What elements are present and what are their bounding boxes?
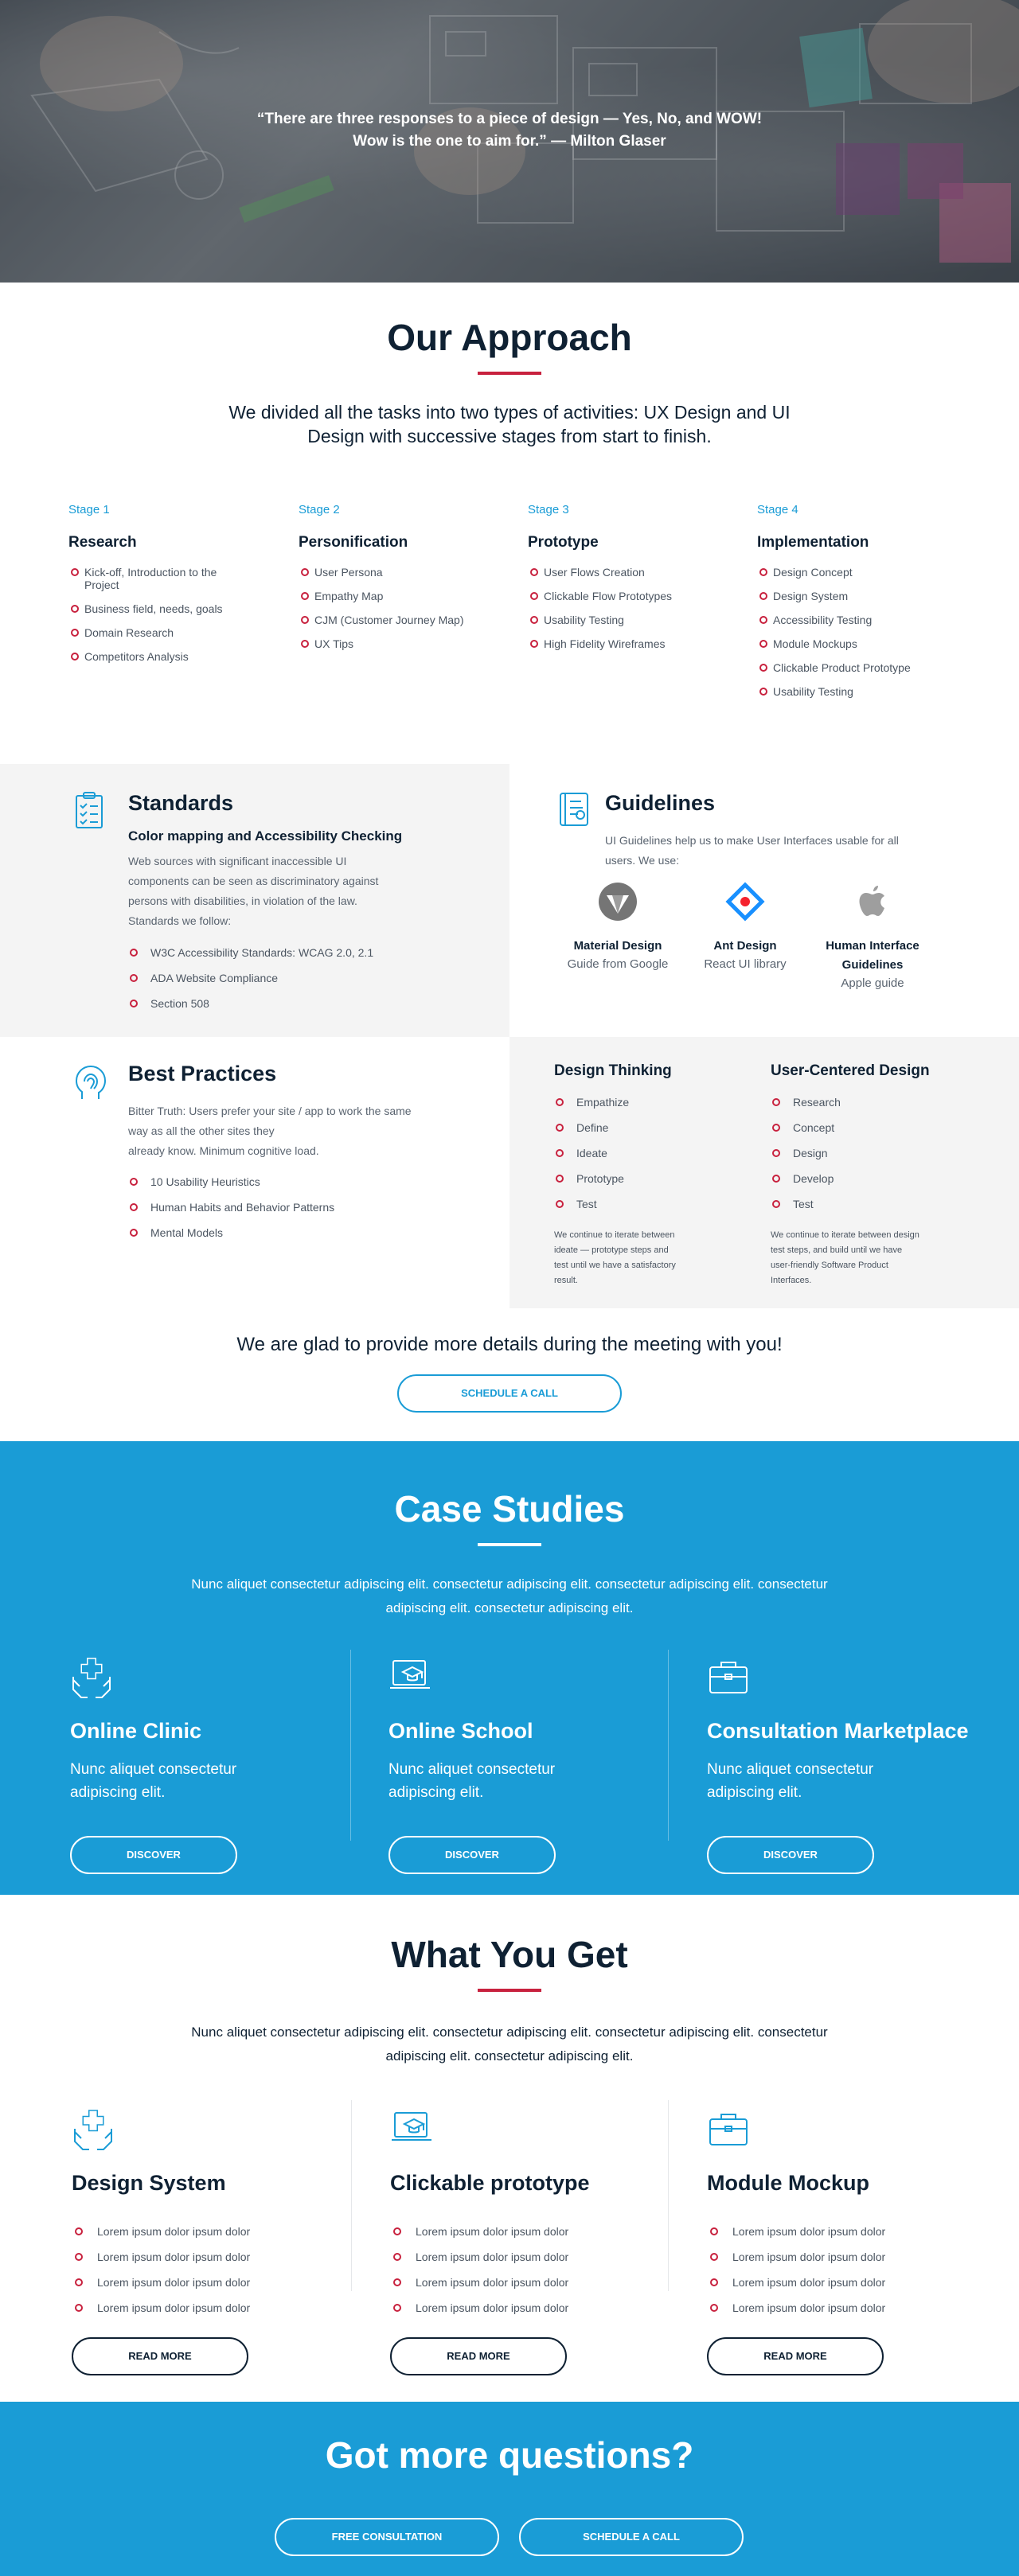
material-logo-icon [598, 882, 638, 922]
guidelines-paragraph: UI Guidelines help us to make User Interfaces usable for all users. We use: [605, 834, 899, 867]
guidelines-panel [510, 764, 1019, 1037]
list-item: ADA Website Compliance [128, 971, 373, 985]
discover-button[interactable]: DISCOVER [388, 1836, 556, 1874]
case-description: Nunc aliquet consectetur adipiscing elit. [707, 1761, 874, 1801]
stage-personification [299, 503, 513, 661]
case-online-school [388, 1656, 651, 1874]
deliverable-title: Clickable prototype [390, 2171, 590, 2195]
deliverable-clickable-prototype [390, 2108, 653, 2375]
list-item: UX Tips [299, 637, 513, 650]
case-title: Consultation Marketplace [707, 1719, 969, 1743]
hero-quote [0, 108, 1019, 153]
case-studies-description: Nunc aliquet consectetur adipiscing elit. consectetur adipiscing elit. consectetur adipiscing elit. consectetur adipiscing elit. consectetur adipiscing elit. [191, 1576, 828, 1615]
deliverable-module-mockup [707, 2108, 970, 2375]
design-thinking-note: We continue to iterate between ideate — prototype steps and test until we have a satisfactory result. [554, 1230, 676, 1285]
deliverable-title: Module Mockup [707, 2171, 869, 2195]
divider [350, 1650, 351, 1841]
read-more-button[interactable]: READ MORE [707, 2337, 884, 2375]
deliverable-design-system [72, 2108, 334, 2375]
standards-title: Standards [128, 791, 234, 815]
apple-logo-icon [853, 882, 892, 922]
deliverable-list [390, 2224, 653, 2315]
approach-lead-line-2: Design with successive stages from start to finish. [307, 426, 712, 446]
list-item: Prototype [554, 1171, 629, 1186]
case-online-clinic [70, 1656, 333, 1874]
divider [668, 1650, 669, 1841]
tool-ant-design: Ant Design React UI library [681, 882, 809, 992]
stage-list [299, 566, 513, 650]
standards-panel [0, 764, 510, 1037]
case-studies-section [0, 1441, 1019, 1895]
questions-title: Got more questions? [325, 2434, 694, 2476]
discover-button[interactable]: DISCOVER [707, 1836, 874, 1874]
list-item: Lorem ipsum dolor ipsum dolor [707, 2250, 970, 2264]
list-item: Lorem ipsum dolor ipsum dolor [390, 2224, 653, 2239]
deliverable-list [72, 2224, 334, 2315]
list-item: W3C Accessibility Standards: WCAG 2.0, 2.1 [128, 945, 373, 960]
guidelines-tools [554, 882, 936, 992]
case-studies-underline [478, 1543, 541, 1546]
list-item: Lorem ipsum dolor ipsum dolor [707, 2301, 970, 2315]
list-item: Test [554, 1197, 629, 1211]
approach-lead [191, 400, 828, 448]
approach-title: Our Approach [387, 317, 632, 358]
divider [668, 2100, 669, 2291]
case-studies-title: Case Studies [394, 1488, 625, 1530]
stage-number: Stage 4 [757, 503, 798, 516]
standards-list [128, 945, 373, 1022]
list-item: User Flows Creation [528, 566, 743, 579]
list-item: Lorem ipsum dolor ipsum dolor [390, 2275, 653, 2290]
medical-hands-icon [72, 2108, 115, 2151]
approach-section [0, 283, 1019, 764]
best-practices-list [128, 1175, 334, 1251]
stage-prototype [528, 503, 743, 661]
deliverable-title: Design System [72, 2171, 226, 2195]
tool-human-interface: Human Interface Guidelines Apple guide [809, 882, 936, 992]
list-item: Lorem ipsum dolor ipsum dolor [707, 2275, 970, 2290]
approach-underline [478, 372, 541, 375]
list-item: Mental Models [128, 1226, 334, 1240]
stage-title: Prototype [528, 534, 599, 551]
stage-title: Research [68, 534, 137, 551]
free-consultation-button[interactable]: FREE CONSULTATION [275, 2518, 499, 2556]
graduation-laptop-icon [388, 1656, 431, 1699]
ucd-list [771, 1095, 841, 1222]
list-item: Domain Research [68, 626, 283, 639]
approach-lead-line-1: We divided all the tasks into two types of activities: UX Design and UI [228, 402, 791, 423]
stage-list [68, 566, 283, 663]
stage-number: Stage 3 [528, 503, 569, 516]
discover-button[interactable]: DISCOVER [70, 1836, 237, 1874]
briefcase-icon [707, 2108, 750, 2151]
list-item: Section 508 [128, 996, 373, 1011]
stage-number: Stage 2 [299, 503, 340, 516]
list-item: High Fidelity Wireframes [528, 637, 743, 650]
list-item: Usability Testing [528, 614, 743, 626]
list-item: Design Concept [757, 566, 972, 579]
list-item: Usability Testing [757, 685, 972, 698]
ant-logo-icon [725, 882, 765, 922]
list-item: Clickable Flow Prototypes [528, 590, 743, 602]
hero-quote-line-1: “There are three responses to a piece of design — Yes, No, and WOW! [256, 111, 763, 127]
hero-quote-line-2: Wow is the one to aim for.” — Milton Glaser [353, 133, 666, 150]
stage-number: Stage 1 [68, 503, 110, 516]
tool-material-design: Material Design Guide from Google [554, 882, 681, 992]
what-you-get-section [0, 1895, 1019, 2402]
briefcase-icon [707, 1656, 750, 1699]
read-more-button[interactable]: READ MORE [72, 2337, 248, 2375]
stage-title: Personification [299, 534, 408, 551]
list-item: Lorem ipsum dolor ipsum dolor [390, 2250, 653, 2264]
best-practices-block [0, 1037, 1019, 1308]
what-you-get-underline [478, 1989, 541, 1992]
meeting-cta-section [0, 1308, 1019, 1441]
list-item: CJM (Customer Journey Map) [299, 614, 513, 626]
cta-message: We are glad to provide more details during the meeting with you! [236, 1334, 783, 1355]
list-item: Clickable Product Prototype [757, 661, 972, 674]
list-item: Module Mockups [757, 637, 972, 650]
schedule-call-button-footer[interactable]: SCHEDULE A CALL [519, 2518, 744, 2556]
list-item: User Persona [299, 566, 513, 579]
deliverable-list [707, 2224, 970, 2315]
list-item: Design [771, 1146, 841, 1160]
ucd-title: User-Centered Design [771, 1062, 930, 1079]
list-item: Lorem ipsum dolor ipsum dolor [707, 2224, 970, 2239]
list-item: Kick-off, Introduction to the Project [68, 566, 244, 591]
standards-subtitle: Color mapping and Accessibility Checking [128, 828, 403, 844]
list-item: Ideate [554, 1146, 629, 1160]
design-thinking-title: Design Thinking [554, 1062, 672, 1079]
list-item: Test [771, 1197, 841, 1211]
list-item: Accessibility Testing [757, 614, 972, 626]
case-consultation-marketplace [707, 1656, 970, 1874]
list-item: Lorem ipsum dolor ipsum dolor [390, 2301, 653, 2315]
medical-hands-icon [70, 1656, 113, 1699]
list-item: Research [771, 1095, 841, 1109]
list-item: Competitors Analysis [68, 650, 283, 663]
standards-guidelines-block [0, 764, 1019, 1037]
ucd-note: We continue to iterate between design test steps, and build until we have user-friendly Software Product Interfaces. [771, 1230, 919, 1285]
best-practices-panel [0, 1037, 510, 1308]
checklist-clipboard-icon [75, 791, 103, 829]
what-you-get-description: Nunc aliquet consectetur adipiscing elit. consectetur adipiscing elit. consectetur adipiscing elit. consectetur adipiscing elit. consectetur adipiscing elit. [191, 2025, 828, 2064]
stage-implementation [757, 503, 972, 709]
list-item: Human Habits and Behavior Patterns [128, 1200, 334, 1214]
case-description: Nunc aliquet consectetur adipiscing elit. [388, 1761, 556, 1801]
best-practices-title: Best Practices [128, 1062, 277, 1085]
stage-title: Implementation [757, 534, 869, 551]
stage-list [757, 566, 972, 698]
questions-section [0, 2402, 1019, 2576]
list-item: Lorem ipsum dolor ipsum dolor [72, 2275, 334, 2290]
list-item: Define [554, 1120, 629, 1135]
graduation-laptop-icon [390, 2108, 433, 2151]
methods-panel [510, 1037, 1019, 1308]
list-item: Lorem ipsum dolor ipsum dolor [72, 2301, 334, 2315]
schedule-call-button[interactable]: SCHEDULE A CALL [397, 1374, 622, 1413]
best-practices-paragraph: Bitter Truth: Users prefer your site / app to work the same way as all the other sites they already know. Minimum cognitive load. [128, 1105, 412, 1157]
list-item: 10 Usability Heuristics [128, 1175, 334, 1189]
guidelines-title: Guidelines [605, 791, 716, 815]
list-item: Design System [757, 590, 972, 602]
case-title: Online School [388, 1719, 533, 1743]
read-more-button[interactable]: READ MORE [390, 2337, 567, 2375]
list-item: Empathy Map [299, 590, 513, 602]
case-title: Online Clinic [70, 1719, 202, 1743]
case-description: Nunc aliquet consectetur adipiscing elit. [70, 1761, 237, 1801]
design-thinking-list [554, 1095, 629, 1222]
list-item: Concept [771, 1120, 841, 1135]
stage-list [528, 566, 743, 650]
list-item: Develop [771, 1171, 841, 1186]
fingerprint-head-icon [75, 1064, 107, 1101]
divider [351, 2100, 352, 2291]
guidelines-book-icon [558, 791, 590, 828]
what-you-get-title: What You Get [391, 1934, 628, 1975]
standards-paragraph: Web sources with significant inaccessible UI components can be seen as discriminatory against persons with disabilities, in violation of the law. Standards we follow: [128, 855, 379, 927]
list-item: Lorem ipsum dolor ipsum dolor [72, 2250, 334, 2264]
list-item: Empathize [554, 1095, 629, 1109]
list-item: Lorem ipsum dolor ipsum dolor [72, 2224, 334, 2239]
list-item: Business field, needs, goals [68, 602, 283, 615]
hero-banner [0, 0, 1019, 283]
stage-research [68, 503, 283, 674]
